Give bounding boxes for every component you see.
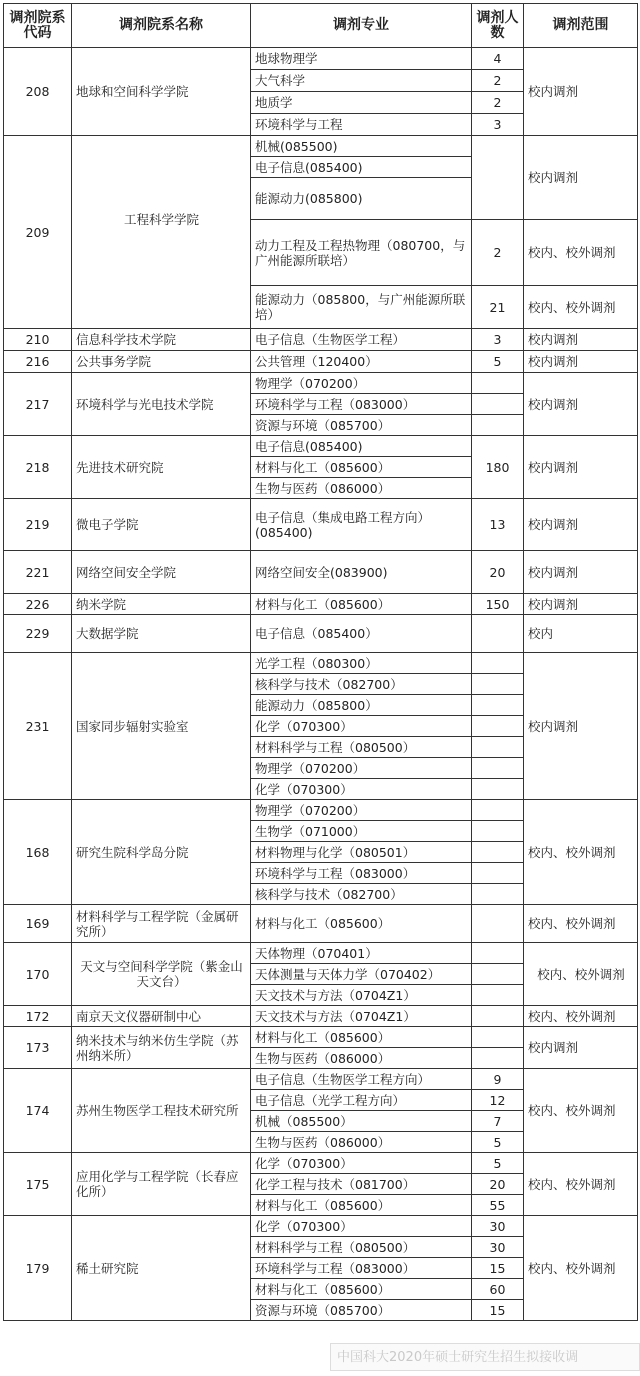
scope-cell: 校内调剂 <box>524 436 638 499</box>
dept-name: 公共事务学院 <box>72 351 251 373</box>
dept-name: 信息科学技术学院 <box>72 329 251 351</box>
count-cell: 180 <box>472 436 524 499</box>
dept-code: 219 <box>4 499 72 551</box>
count-cell: 55 <box>472 1195 524 1216</box>
major-cell: 电子信息(085400) <box>251 157 472 178</box>
scope-cell: 校内调剂 <box>524 551 638 594</box>
scope-cell: 校内调剂 <box>524 499 638 551</box>
major-cell: 天体测量与天体力学（070402） <box>251 964 472 985</box>
count-cell <box>472 863 524 884</box>
scope-cell: 校内调剂 <box>524 373 638 436</box>
major-cell: 大气科学 <box>251 70 472 92</box>
dept-code: 226 <box>4 594 72 615</box>
scope-cell: 校内、校外调剂 <box>524 220 638 286</box>
major-cell: 物理学（070200） <box>251 800 472 821</box>
major-cell: 材料与化工（085600） <box>251 1027 472 1048</box>
dept-code: 172 <box>4 1006 72 1027</box>
count-cell: 4 <box>472 48 524 70</box>
major-cell: 生物学（071000） <box>251 821 472 842</box>
count-cell <box>472 964 524 985</box>
major-cell: 环境科学与工程（083000） <box>251 1258 472 1279</box>
count-cell: 150 <box>472 594 524 615</box>
table-row <box>4 943 638 964</box>
major-cell: 环境科学与工程 <box>251 114 472 136</box>
scope-cell: 校内、校外调剂 <box>524 905 638 943</box>
count-cell <box>472 943 524 964</box>
dept-code: 216 <box>4 351 72 373</box>
major-cell: 动力工程及工程热物理（080700，与广州能源所联培） <box>251 220 472 286</box>
major-cell: 生物与医药（086000） <box>251 478 472 499</box>
major-cell: 电子信息（生物医学工程方向） <box>251 1069 472 1090</box>
major-cell: 公共管理（120400） <box>251 351 472 373</box>
table-row <box>4 1006 638 1027</box>
dept-name: 材料科学与工程学院（金属研究所） <box>72 905 251 943</box>
major-cell: 电子信息（光学工程方向） <box>251 1090 472 1111</box>
table-row <box>4 905 638 943</box>
count-cell <box>472 905 524 943</box>
major-cell: 天文技术与方法（0704Z1） <box>251 985 472 1006</box>
header-code: 调剂院系代码 <box>4 4 72 48</box>
count-cell: 3 <box>472 114 524 136</box>
scope-cell: 校内、校外调剂 <box>524 1069 638 1153</box>
major-cell: 机械(085500) <box>251 136 472 157</box>
count-cell: 5 <box>472 1153 524 1174</box>
count-cell: 2 <box>472 220 524 286</box>
major-cell: 能源动力（085800，与广州能源所联培） <box>251 286 472 329</box>
major-cell: 能源动力(085800) <box>251 178 472 220</box>
count-cell <box>472 136 524 220</box>
count-cell: 5 <box>472 1132 524 1153</box>
table-row <box>4 499 638 551</box>
count-cell: 2 <box>472 70 524 92</box>
header-scope: 调剂范围 <box>524 4 638 48</box>
count-cell: 12 <box>472 1090 524 1111</box>
count-cell <box>472 758 524 779</box>
table-row <box>4 594 638 615</box>
major-cell: 地质学 <box>251 92 472 114</box>
count-cell: 20 <box>472 1174 524 1195</box>
major-cell: 材料与化工（085600） <box>251 1279 472 1300</box>
table-row <box>4 329 638 351</box>
header-major: 调剂专业 <box>251 4 472 48</box>
table-row <box>4 1027 638 1048</box>
major-cell: 化学（070300） <box>251 1216 472 1237</box>
count-cell <box>472 615 524 653</box>
count-cell <box>472 821 524 842</box>
dept-code: 229 <box>4 615 72 653</box>
count-cell <box>472 1027 524 1048</box>
major-cell: 资源与环境（085700） <box>251 415 472 436</box>
scope-cell: 校内、校外调剂 <box>524 943 638 1006</box>
major-cell: 生物与医药（086000） <box>251 1132 472 1153</box>
table-row <box>4 1153 638 1174</box>
dept-code: 221 <box>4 551 72 594</box>
dept-code: 218 <box>4 436 72 499</box>
header-count: 调剂人数 <box>472 4 524 48</box>
table-row <box>4 800 638 821</box>
major-cell: 网络空间安全(083900) <box>251 551 472 594</box>
scope-cell: 校内、校外调剂 <box>524 800 638 905</box>
count-cell <box>472 800 524 821</box>
major-cell: 资源与环境（085700） <box>251 1300 472 1321</box>
count-cell <box>472 737 524 758</box>
major-cell: 化学工程与技术（081700） <box>251 1174 472 1195</box>
scope-cell: 校内调剂 <box>524 48 638 136</box>
major-cell: 生物与医药（086000） <box>251 1048 472 1069</box>
dept-code: 173 <box>4 1027 72 1069</box>
dept-name: 微电子学院 <box>72 499 251 551</box>
table-row <box>4 653 638 674</box>
major-cell: 材料科学与工程（080500） <box>251 1237 472 1258</box>
major-cell: 环境科学与工程（083000） <box>251 863 472 884</box>
major-cell: 化学（070300） <box>251 779 472 800</box>
major-cell: 地球物理学 <box>251 48 472 70</box>
dept-name: 纳米学院 <box>72 594 251 615</box>
dept-code: 231 <box>4 653 72 800</box>
dept-name: 大数据学院 <box>72 615 251 653</box>
dept-code: 210 <box>4 329 72 351</box>
header-name: 调剂院系名称 <box>72 4 251 48</box>
dept-name: 地球和空间科学学院 <box>72 48 251 136</box>
count-cell: 7 <box>472 1111 524 1132</box>
major-cell: 天文技术与方法（0704Z1） <box>251 1006 472 1027</box>
scope-cell: 校内、校外调剂 <box>524 1153 638 1216</box>
count-cell <box>472 842 524 863</box>
count-cell: 9 <box>472 1069 524 1090</box>
major-cell: 环境科学与工程（083000） <box>251 394 472 415</box>
dept-name: 研究生院科学岛分院 <box>72 800 251 905</box>
table-row <box>4 551 638 594</box>
count-cell <box>472 1006 524 1027</box>
major-cell: 能源动力（085800） <box>251 695 472 716</box>
table-row <box>4 1216 638 1237</box>
scope-cell: 校内调剂 <box>524 653 638 800</box>
major-cell: 电子信息（集成电路工程方向）(085400) <box>251 499 472 551</box>
major-cell: 机械（085500） <box>251 1111 472 1132</box>
scope-cell: 校内调剂 <box>524 1027 638 1069</box>
dept-code: 169 <box>4 905 72 943</box>
major-cell: 材料与化工（085600） <box>251 457 472 478</box>
count-cell: 15 <box>472 1300 524 1321</box>
major-cell: 材料科学与工程（080500） <box>251 737 472 758</box>
table-row <box>4 1069 638 1090</box>
dept-name: 稀土研究院 <box>72 1216 251 1321</box>
count-cell <box>472 779 524 800</box>
dept-name: 先进技术研究院 <box>72 436 251 499</box>
major-cell: 电子信息(085400) <box>251 436 472 457</box>
count-cell: 2 <box>472 92 524 114</box>
major-cell: 化学（070300） <box>251 716 472 737</box>
scope-cell: 校内、校外调剂 <box>524 286 638 329</box>
table-row <box>4 48 638 70</box>
table-row <box>4 373 638 394</box>
watermark-caption: 中国科大2020年硕士研究生招生拟接收调 <box>330 1343 640 1371</box>
count-cell: 15 <box>472 1258 524 1279</box>
count-cell <box>472 394 524 415</box>
dept-name: 天文与空间科学学院（紫金山天文台） <box>72 943 251 1006</box>
count-cell: 3 <box>472 329 524 351</box>
dept-name: 苏州生物医学工程技术研究所 <box>72 1069 251 1153</box>
dept-name: 网络空间安全学院 <box>72 551 251 594</box>
major-cell: 材料与化工（085600） <box>251 594 472 615</box>
dept-name: 工程科学学院 <box>72 136 251 329</box>
scope-cell: 校内、校外调剂 <box>524 1006 638 1027</box>
count-cell: 5 <box>472 351 524 373</box>
count-cell: 13 <box>472 499 524 551</box>
major-cell: 天体物理（070401） <box>251 943 472 964</box>
dept-code: 179 <box>4 1216 72 1321</box>
scope-cell: 校内、校外调剂 <box>524 1216 638 1321</box>
major-cell: 材料与化工（085600） <box>251 1195 472 1216</box>
count-cell <box>472 674 524 695</box>
major-cell: 材料物理与化学（080501） <box>251 842 472 863</box>
scope-cell: 校内 <box>524 615 638 653</box>
count-cell <box>472 415 524 436</box>
count-cell <box>472 884 524 905</box>
count-cell: 60 <box>472 1279 524 1300</box>
count-cell <box>472 985 524 1006</box>
table-row <box>4 351 638 373</box>
dept-name: 环境科学与光电技术学院 <box>72 373 251 436</box>
count-cell <box>472 716 524 737</box>
count-cell: 21 <box>472 286 524 329</box>
count-cell <box>472 695 524 716</box>
dept-code: 174 <box>4 1069 72 1153</box>
major-cell: 物理学（070200） <box>251 373 472 394</box>
dept-name: 国家同步辐射实验室 <box>72 653 251 800</box>
major-cell: 电子信息（生物医学工程） <box>251 329 472 351</box>
scope-cell: 校内调剂 <box>524 136 638 220</box>
dept-code: 209 <box>4 136 72 329</box>
dept-name: 应用化学与工程学院（长春应化所） <box>72 1153 251 1216</box>
dept-code: 170 <box>4 943 72 1006</box>
dept-code: 168 <box>4 800 72 905</box>
dept-code: 208 <box>4 48 72 136</box>
table-row <box>4 136 638 157</box>
dept-name: 南京天文仪器研制中心 <box>72 1006 251 1027</box>
header-row <box>4 4 638 48</box>
scope-cell: 校内调剂 <box>524 329 638 351</box>
major-cell: 核科学与技术（082700） <box>251 884 472 905</box>
count-cell <box>472 653 524 674</box>
table-row <box>4 615 638 653</box>
major-cell: 材料与化工（085600） <box>251 905 472 943</box>
count-cell: 30 <box>472 1237 524 1258</box>
adjustment-table <box>3 3 638 1321</box>
major-cell: 电子信息（085400） <box>251 615 472 653</box>
major-cell: 物理学（070200） <box>251 758 472 779</box>
dept-code: 175 <box>4 1153 72 1216</box>
scope-cell: 校内调剂 <box>524 594 638 615</box>
scope-cell: 校内调剂 <box>524 351 638 373</box>
major-cell: 化学（070300） <box>251 1153 472 1174</box>
major-cell: 光学工程（080300） <box>251 653 472 674</box>
dept-code: 217 <box>4 373 72 436</box>
count-cell: 20 <box>472 551 524 594</box>
table-row <box>4 436 638 457</box>
dept-name: 纳米技术与纳米仿生学院（苏州纳米所） <box>72 1027 251 1069</box>
count-cell: 30 <box>472 1216 524 1237</box>
major-cell: 核科学与技术（082700） <box>251 674 472 695</box>
count-cell <box>472 1048 524 1069</box>
count-cell <box>472 373 524 394</box>
